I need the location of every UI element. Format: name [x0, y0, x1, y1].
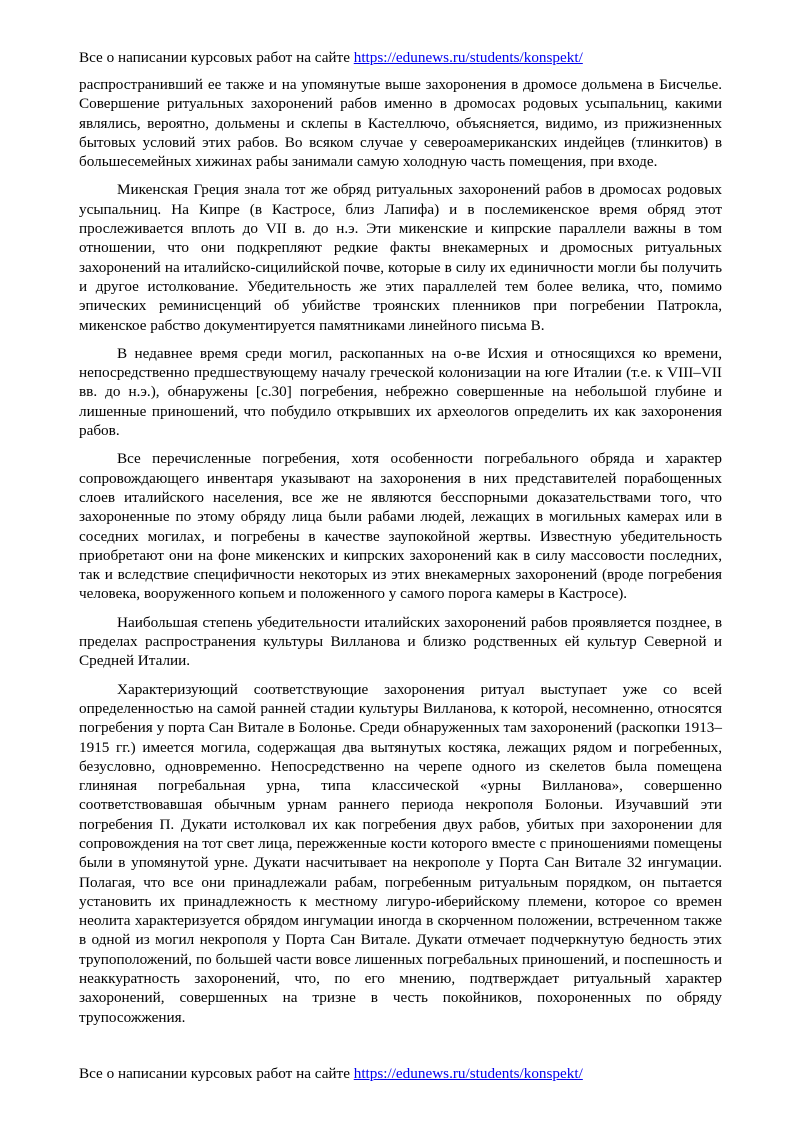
- paragraph-5: Наибольшая степень убедительности италийских захоронений рабов проявляется позднее, в пределах распространения культуры Вилланова и близко родственных ей культур Северной и Средней Италии.: [79, 613, 722, 670]
- document-body: [79, 75, 722, 1036]
- paragraph-2: Микенская Греция знала тот же обряд ритуальных захоронений рабов в дромосах родовых усыпальниц. На Кипре (в Кастросе, близ Лапифа) и в послемикенское время обряд этот прослеживается вплоть до VII в. до н.э. Эти микенские и кипрские параллели важны в том отношении, что они подкрепляют редкие факты внекамерных и дромосных ритуальных захоронений на италийско-сицилийской почве, которые в силу их единичности могли бы получить и другое истолкование. Убедительность же этих параллелей тем более велика, что, помимо эпических реминисценций об убийстве троянских пленников при погребении Патрокла, микенское рабство документируется памятниками линейного письма B.: [79, 181, 722, 334]
- paragraph-4: Все перечисленные погребения, хотя особенности погребального обряда и характер сопровождающего инвентаря указывают на захоронения в них представителей порабощенных слоев италийского населения, все же не являются бесспорными доказательствами того, что захороненные по этому обряду лица были рабами людей, лежащих в могильных камерах или в соседних могилах, и погребены в качестве заупокойной жертвы. Известную убедительность приобретают они на фоне микенских и кипрских захоронений как в силу массовости последних, так и вследствие специфичности некоторых из этих внекамерных захоронений (вроде погребения человека, вооруженного копьем и положенного у самого порога камеры в Кастросе).: [79, 450, 722, 603]
- header-link[interactable]: https://edunews.ru/students/konspekt/: [353, 49, 583, 66]
- paragraph-1: распространивший ее также и на упомянутые выше захоронения в дромосе дольмена в Бисчелье. Совершение ритуальных захоронений рабов именно в дромосах родовых усыпальниц, какими являлись, вероятно, дольмены и склепы в Кастеллючо, объясняется, видимо, из прижизненных бытовых условий этих рабов. Во всяком случае у североамериканских индейцев (тлинкитов) в большесемейных хижинах рабы занимали самую холодную часть помещения, при входе.: [79, 76, 722, 171]
- page-header: [79, 48, 729, 67]
- header-text: Все о написании курсовых работ на сайте: [79, 49, 354, 66]
- paragraph-3: В недавнее время среди могил, раскопанных на о-ве Исхия и относящихся ко времени, непосредственно предшествующему началу греческой колонизации на юге Италии (т.е. к VIII–VII вв. до н.э.), обнаружены [с.30] погребения, небрежно совершенные на небольшой глубине и лишенные приношений, что побудило открывших их археологов определить их как захоронения рабов.: [79, 344, 722, 440]
- footer-text: Все о написании курсовых работ на сайте: [79, 1065, 354, 1082]
- footer-link[interactable]: https://edunews.ru/students/konspekt/: [353, 1065, 583, 1082]
- page-footer: [79, 1064, 729, 1083]
- paragraph-6: Характеризующий соответствующие захоронения ритуал выступает уже со всей определенностью на самой ранней стадии культуры Вилланова, к которой, несомненно, относятся погребения у порта Сан Витале в Болонье. Среди обнаруженных там захоронений (раскопки 1913–1915 гг.) имеется могила, содержащая два вытянутых костяка, лежащих рядом и погребенных, безусловно, одновременно. Непосредственно на черепе одного из скелетов была помещена глиняная погребальная урна, типа классической «урны Вилланова», совершенно соответствовавшая обычным урнам раннего периода некрополя Болоньи. Изучавший эти погребения П. Дукати истолковал их как погребения двух рабов, убитых при захоронении для сопровождения на тот свет лица, пережженные кости которого вместе с приношениями помещены были в упомянутой урне. Дукати насчитывает на некрополе у Порта Сан Витале 32 ингумации. Полагая, что все они принадлежали рабам, погребенным ритуальным порядком, он пытается установить их принадлежность к местному лигуро-иберийскому племени, которое со времен неолита характеризуется обрядом ингумации иногда в скорченном положении, встреченном также в одной из могил некрополя у Порта Сан Витале. Дукати отмечает подчеркнутую бедность этих трупоположений, по большей части вовсе лишенных погребальных приношений, и поспешность и неаккуратность захоронений, что, по его мнению, подтверждает ритуальный характер захоронений, совершенных на тризне в честь покойников, похороненных по обряду трупосожжения.: [79, 680, 722, 1026]
